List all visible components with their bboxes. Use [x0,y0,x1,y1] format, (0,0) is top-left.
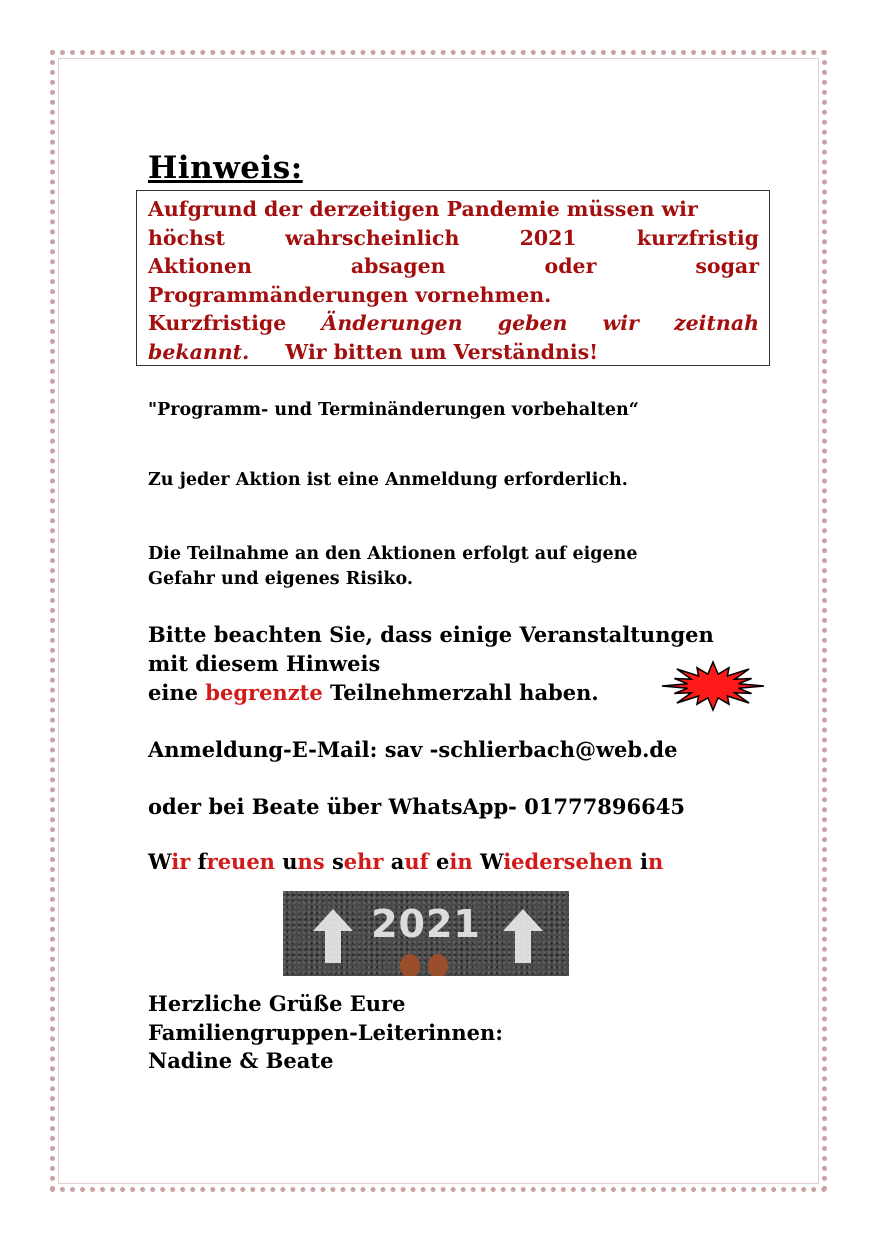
welcome-segment: n [648,849,664,874]
closing-line-3: Nadine & Beate [148,1048,334,1073]
notice-line-3: Aktionen absagen oder sogar [148,254,759,278]
whatsapp-line: oder bei Beate über WhatsApp- 01777896645 [148,794,685,819]
closing-line-2: Familiengruppen-Leiterinnen: [148,1020,504,1045]
welcome-segment: ns [297,849,332,874]
right-shoe-icon [428,954,448,976]
limited-note-line-3 [148,678,599,707]
limited-highlight: begrenzte [205,680,323,705]
welcome-segment: reuen [206,849,283,874]
reservation-note: "Programm- und Terminänderungen vorbehalten“ [148,400,639,420]
email-line: Anmeldung-E-Mail: sav -schlierbach@web.de [148,737,678,762]
welcome-segment: e [436,849,450,874]
welcome-segment: ehr [343,849,391,874]
limited-post: Teilnehmerzahl haben. [322,680,599,705]
starburst-icon [660,660,766,712]
welcome-segment: u [282,849,298,874]
notice-line-2: höchst wahrscheinlich 2021 kurzfristig [148,225,759,250]
pandemic-notice-box [136,190,770,366]
welcome-segment: W [148,849,172,874]
welcome-segment: s [331,849,344,874]
limited-pre: eine [148,680,206,705]
risk-note-line-2: Gefahr und eigenes Risiko. [148,569,413,589]
closing-line-1: Herzliche Grüße Eure [148,991,406,1016]
notice-line-4: Programmänderungen vornehmen. [148,282,552,307]
arrow-up-icon [313,909,353,963]
notice-line-5 [148,309,759,338]
welcome-segment: iedersehen [503,849,641,874]
notice-line-5-italic: Änderungen geben wir zeitnah [321,311,760,335]
registration-required: Zu jeder Aktion ist eine Anmeldung erforderlich. [148,470,628,490]
limited-note-line-2: mit diesem Hinweis [148,651,381,676]
arrow-up-icon [503,909,543,963]
notice-line-6-italic: bekannt. [148,339,250,364]
welcome-segment: f [197,849,207,874]
notice-line-5-normal: Kurzfristige [148,311,287,335]
notice-line-6-normal: Wir bitten um Verständnis! [285,339,599,364]
arrows-2021-illustration [283,891,569,976]
limited-note-line-1: Bitte beachten Sie, dass einige Veranstaltungen [148,622,714,647]
welcome-segment: in [449,849,480,874]
welcome-segment: W [479,849,504,874]
welcome-segment: a [390,849,405,874]
welcome-segment: ir [171,849,198,874]
welcome-line [148,847,663,876]
welcome-segment: uf [404,849,437,874]
page-title: Hinweis: [148,150,303,186]
risk-note-line-1: Die Teilnahme an den Aktionen erfolgt auf eigene [148,544,638,564]
left-shoe-icon [400,954,420,976]
notice-line-1: Aufgrund der derzeitigen Pandemie müssen wir [148,197,698,221]
notice-line-6 [148,338,759,367]
photo-2021-arrows [283,891,569,976]
year-text: 2021 [371,902,481,946]
welcome-segment: i [640,849,649,874]
